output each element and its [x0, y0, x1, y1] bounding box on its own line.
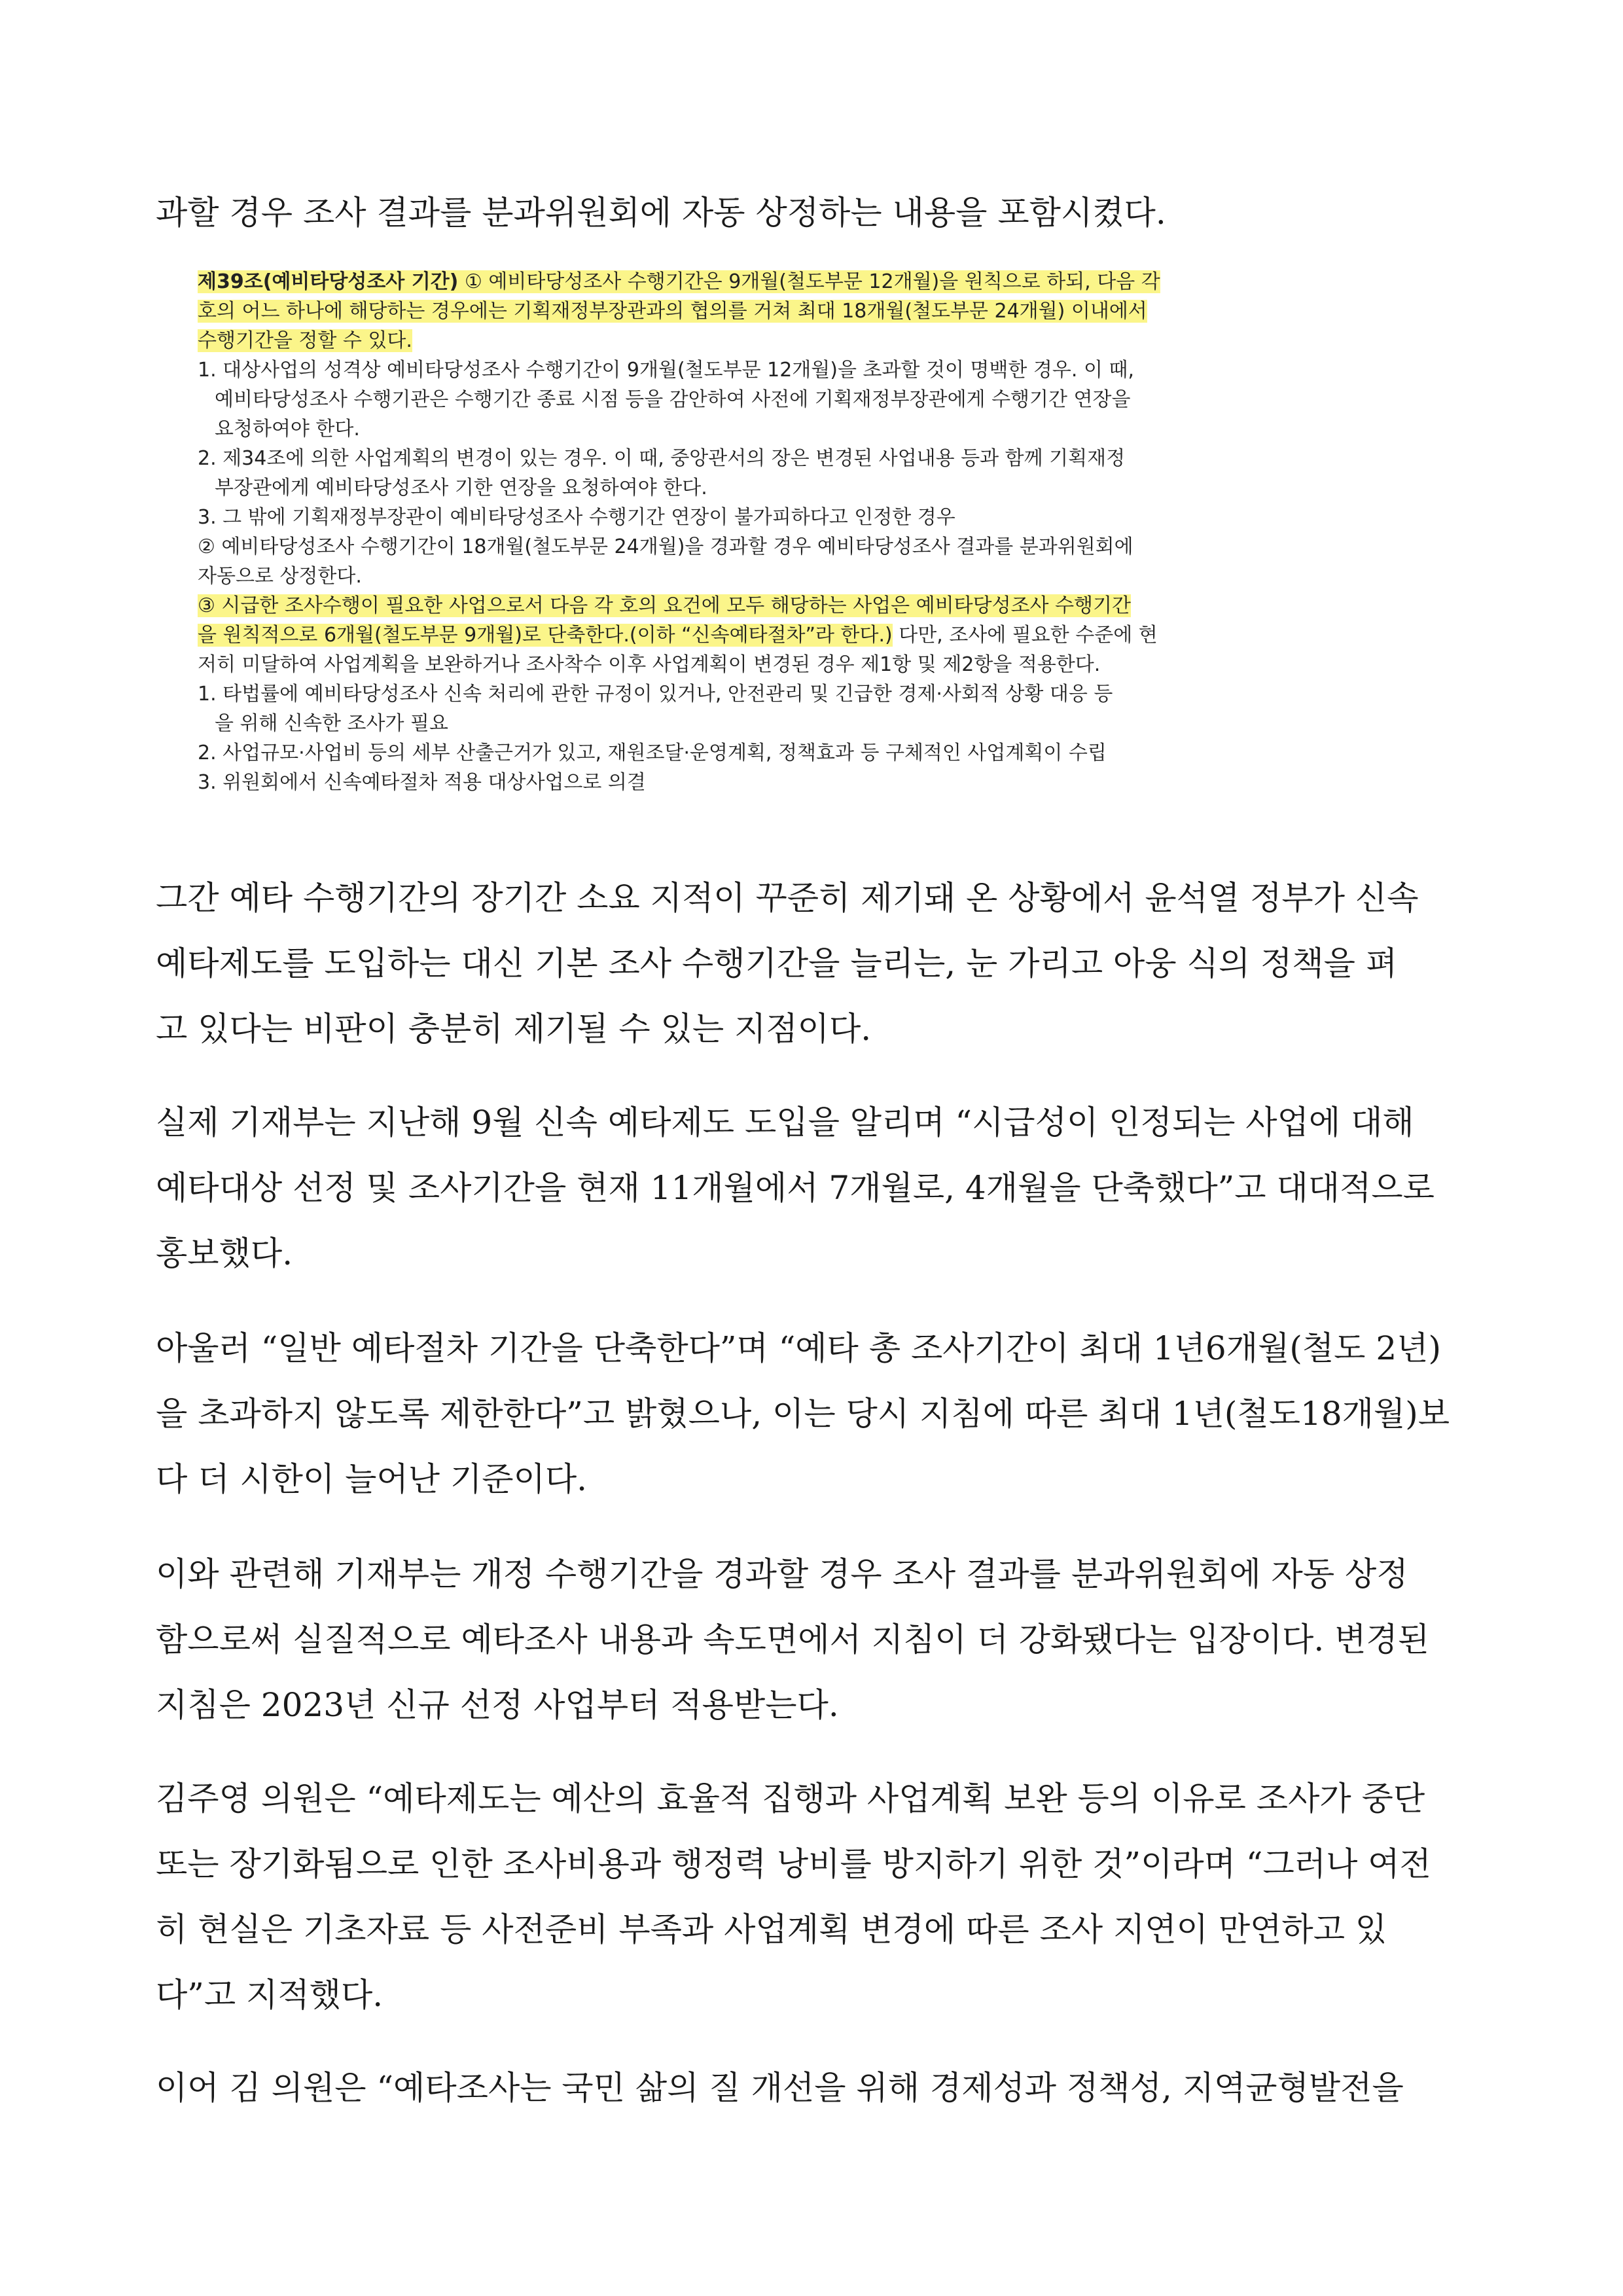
excerpt-line: 저히 미달하여 사업계획을 보완하거나 조사착수 이후 사업계획이 변경된 경우 제1항 및 제2항을 적용한다.: [198, 653, 1101, 676]
excerpt-line: 수행기간을 정할 수 있다.: [198, 329, 412, 352]
excerpt-line: 1. 대상사업의 성격상 예비타당성조사 수행기간이 9개월(철도부문 12개월)을 초과할 것이 명백한 경우. 이 때,: [198, 359, 1134, 382]
paragraph-line: 고 있다는 비판이 충분히 제기될 수 있는 지점이다.: [156, 1010, 872, 1048]
paragraph-4: [156, 1316, 1470, 1512]
paragraph-3: [156, 1090, 1470, 1286]
paragraph-line: 히 현실은 기초자료 등 사전준비 부족과 사업계획 변경에 따른 조사 지연이 만연하고 있: [156, 1910, 1387, 1948]
paragraph-line: 김주영 의원은 “예타제도는 예산의 효율적 집행과 사업계획 보완 등의 이유로 조사가 중단: [156, 1780, 1425, 1818]
excerpt-line: 요청하여야 한다.: [215, 418, 360, 440]
paragraph-line: 이어 김 의원은 “예타조사는 국민 삶의 질 개선을 위해 경제성과 정책성, 지역균형발전을: [156, 2069, 1404, 2107]
excerpt-line: 2. 사업규모·사업비 등의 세부 산출근거가 있고, 재원조달·운영계획, 정책효과 등 구체적인 사업계획이 수립: [198, 742, 1107, 764]
excerpt-line: 3. 위원회에서 신속예타절차 적용 대상사업으로 의결: [198, 771, 646, 794]
paragraph-7: [156, 2055, 1470, 2121]
paragraph-line: 을 초과하지 않도록 제한한다”고 밝혔으나, 이는 당시 지침에 따른 최대 1년(철도18개월)보: [156, 1395, 1450, 1433]
paragraph-line: 다”고 지적했다.: [156, 1976, 383, 2014]
excerpt-line: 예비타당성조사 수행기관은 수행기간 종료 시점 등을 감안하여 사전에 기획재정부장관에게 수행기간 연장을: [215, 388, 1131, 411]
paragraph-line: 아울러 “일반 예타절차 기간을 단축한다”며 “예타 총 조사기간이 최대 1년6개월(철도 2년): [156, 1329, 1441, 1367]
excerpt-line: ③ 시급한 조사수행이 필요한 사업으로서 다음 각 호의 요건에 모두 해당하는 사업은 예비타당성조사 수행기간: [198, 594, 1131, 617]
paragraph-line: 예타제도를 도입하는 대신 기본 조사 수행기간을 늘리는, 눈 가리고 아웅 식의 정책을 펴: [156, 944, 1398, 982]
paragraph-line: 지침은 2023년 신규 선정 사업부터 적용받는다.: [156, 1686, 839, 1724]
paragraph-intro: [156, 180, 1470, 245]
excerpt-line: 을 원칙적으로 6개월(철도부문 9개월)로 단축한다.(이하 “신속예타절차”라 한다.) 다만, 조사에 필요한 수준에 현: [198, 624, 1158, 647]
excerpt-line: 부장관에게 예비타당성조사 기한 연장을 요청하여야 한다.: [215, 476, 707, 499]
paragraph-5: [156, 1541, 1470, 1738]
paragraph-line: 다 더 시한이 늘어난 기준이다.: [156, 1460, 588, 1498]
paragraph-line: 실제 기재부는 지난해 9월 신속 예타제도 도입을 알리며 “시급성이 인정되는 사업에 대해: [156, 1103, 1414, 1141]
paragraph-6: [156, 1766, 1470, 2028]
excerpt-line: 2. 제34조에 의한 사업계획의 변경이 있는 경우. 이 때, 중앙관서의 장은 변경된 사업내용 등과 함께 기획재정: [198, 447, 1126, 470]
paragraph-line: 과할 경우 조사 결과를 분과위원회에 자동 상정하는 내용을 포함시켰다.: [156, 194, 1166, 232]
excerpt-line: 3. 그 밖에 기획재정부장관이 예비타당성조사 수행기간 연장이 불가피하다고 인정한 경우: [198, 506, 955, 529]
paragraph-line: 예타대상 선정 및 조사기간을 현재 11개월에서 7개월로, 4개월을 단축했다”고 대대적으로: [156, 1169, 1435, 1207]
excerpt-line: 자동으로 상정한다.: [198, 565, 362, 588]
paragraph-line: 홍보했다.: [156, 1234, 293, 1272]
paragraph-line: 또는 장기화됨으로 인한 조사비용과 행정력 낭비를 방지하기 위한 것”이라며 “그러나 여전: [156, 1845, 1431, 1883]
regulation-excerpt: [198, 267, 1441, 797]
excerpt-line: ② 예비타당성조사 수행기간이 18개월(철도부문 24개월)을 경과할 경우 예비타당성조사 결과를 분과위원회에: [198, 535, 1133, 558]
paragraph-line: 함으로써 실질적으로 예타조사 내용과 속도면에서 지침이 더 강화됐다는 입장이다. 변경된: [156, 1621, 1430, 1659]
article-title: 제39조(예비타당성조사 기간): [198, 270, 459, 293]
excerpt-line: 제39조(예비타당성조사 기간) ① 예비타당성조사 수행기간은 9개월(철도부문 12개월)을 원칙으로 하되, 다음 각: [198, 270, 1160, 293]
paragraph-line: 그간 예타 수행기간의 장기간 소요 지적이 꾸준히 제기돼 온 상황에서 윤석열 정부가 신속: [156, 879, 1419, 917]
excerpt-line: 1. 타법률에 예비타당성조사 신속 처리에 관한 규정이 있거나, 안전관리 및 긴급한 경제·사회적 상황 대응 등: [198, 683, 1113, 706]
paragraph-line: 이와 관련해 기재부는 개정 수행기간을 경과할 경우 조사 결과를 분과위원회에 자동 상정: [156, 1555, 1408, 1593]
paragraph-2: [156, 865, 1470, 1062]
excerpt-line: 호의 어느 하나에 해당하는 경우에는 기획재정부장관과의 협의를 거쳐 최대 18개월(철도부문 24개월) 이내에서: [198, 300, 1147, 323]
excerpt-line: 을 위해 신속한 조사가 필요: [215, 712, 448, 735]
